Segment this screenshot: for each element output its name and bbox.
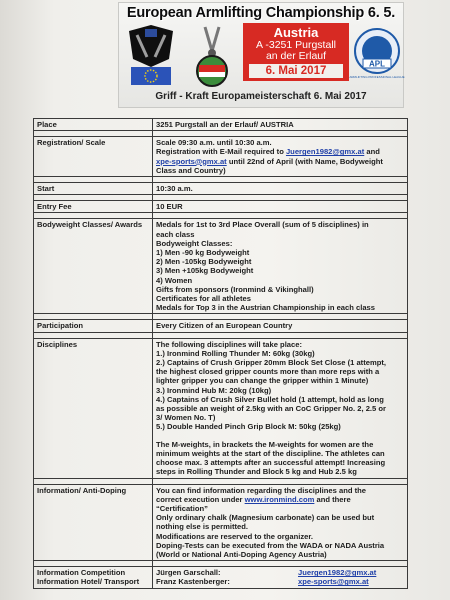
- row-contacts: [34, 567, 408, 588]
- ironmind-link[interactable]: www.ironmind.com: [244, 494, 315, 504]
- registration-line-2: [156, 147, 404, 156]
- info-line: [156, 495, 404, 504]
- row-disciplines: [34, 338, 408, 478]
- gripper-emblem-icon: [185, 23, 239, 89]
- bodyweight-line: 4) Women: [156, 275, 193, 285]
- apl-ring-text: ARMLIFTING PROFESSIONAL LEAGUE: [349, 75, 405, 79]
- scale-time: Scale 09:30 a.m. until 10:30 a.m.: [156, 138, 272, 148]
- bodyweight-value: [153, 219, 408, 314]
- contact-juergen: [156, 568, 404, 577]
- info-competition-label: Information Competition: [37, 568, 126, 578]
- registration-line-3: [156, 157, 404, 166]
- information-label: Information/ Anti-Doping: [34, 484, 153, 561]
- place-value: 3251 Purgstall an der Erlauf/ AUSTRIA: [153, 119, 408, 131]
- venue-box: [243, 23, 349, 81]
- info-line: Only ordinary chalk (Magnesium carbonate) can be used but: [156, 513, 375, 523]
- bodyweight-line: 3) Men +105kg Bodyweight: [156, 266, 254, 276]
- info-table-wrapper: [33, 118, 408, 589]
- registration-value: [153, 137, 408, 177]
- contacts-value: [153, 567, 408, 588]
- row-place: [34, 119, 408, 131]
- email-link-xpe[interactable]: xpe-sports@gmx.at: [156, 156, 227, 166]
- discipline-line: 4.) Captains of Crush Silver Bullet hold (1 attempt, hold as long: [156, 394, 384, 404]
- contact-franz: [156, 577, 404, 586]
- bodyweight-line: Medals for 1st to 3rd Place Overall (sum of 5 disciplines) in: [156, 220, 369, 230]
- contact-name: Franz Kastenberger:: [156, 577, 230, 587]
- participation-label: Participation: [34, 320, 153, 332]
- event-date: 6. Mai 2017: [249, 64, 343, 78]
- address-line-2: an der Erlauf: [265, 50, 327, 62]
- discipline-line: 5.) Double Handed Pinch Grip Block M: 50kg (25kg): [156, 422, 341, 432]
- contact-email-juergen[interactable]: Juergen1982@gmx.at: [298, 568, 377, 578]
- discipline-line: the highest closed gripper counts more than more reps with a: [156, 367, 380, 377]
- row-information: [34, 484, 408, 561]
- banner-subtitle: Griff - Kraft Europameisterschaft 6. Mai 2017: [155, 91, 367, 102]
- start-value: 10:30 a.m.: [153, 183, 408, 195]
- info-line: nothing else is permitted.: [156, 522, 248, 532]
- apl-badge-text: APL: [369, 59, 385, 69]
- bodyweight-line: Bodyweight Classes:: [156, 238, 233, 248]
- start-label: Start: [34, 183, 153, 195]
- discipline-note-line: minimum weights at the start of the discipline. The athletes can: [156, 448, 385, 458]
- discipline-line: 3.) Ironmind Hub M: 20kg (10kg): [156, 385, 272, 395]
- info-text: and there: [314, 494, 351, 504]
- bodyweight-line: Medals for Top 3 in the Austrian Championship in each class: [156, 303, 375, 313]
- discipline-note-line: The M-weights, in brackets the M-weights for women are the: [156, 439, 374, 449]
- participation-value: Every Citizen of an European Country: [153, 320, 408, 332]
- registration-line-4: Class and Country): [156, 165, 226, 175]
- place-label: Place: [34, 119, 153, 131]
- row-registration: [34, 137, 408, 177]
- country-label: Austria: [273, 25, 319, 40]
- discipline-note-line: choose max. 3 attempts after an successful attempt! Increasing: [156, 458, 386, 468]
- contact-email-franz[interactable]: xpe-sports@gmx.at: [298, 577, 369, 587]
- registration-label: Registration/ Scale: [34, 137, 153, 177]
- disciplines-value: [153, 338, 408, 478]
- entry-fee-label: Entry Fee: [34, 201, 153, 213]
- discipline-line: lighter gripper you can change the gripper within 1 Minute): [156, 376, 369, 386]
- entry-fee-value: 10 EUR: [153, 201, 408, 213]
- info-line: “Certification”: [156, 503, 208, 513]
- info-table: [33, 118, 408, 589]
- discipline-line: 3/ Women No. T): [156, 413, 216, 423]
- bodyweight-line: Gifts from sponsors (Ironmind & Vikinghall): [156, 284, 314, 294]
- bodyweight-line: 1) Men -90 kg Bodyweight: [156, 248, 250, 258]
- apl-logo-icon: [349, 23, 405, 83]
- info-line: Modifications are reserved to the organizer.: [156, 531, 313, 541]
- bodyweight-label: Bodyweight Classes/ Awards: [34, 219, 153, 314]
- info-text: correct execution under: [156, 494, 245, 504]
- registration-text: Registration with E-Mail required to: [156, 147, 286, 157]
- email-link-juergen[interactable]: Juergen1982@gmx.at: [285, 147, 365, 157]
- discipline-note-line: steps in Rolling Thunder and Block 5 kg and Hub 2.5 kg: [156, 467, 357, 477]
- row-participation: [34, 320, 408, 332]
- discipline-line: 1.) Ironmind Rolling Thunder M: 60kg (30kg): [156, 348, 315, 358]
- information-value: [153, 484, 408, 561]
- discipline-line: The following disciplines will take place:: [156, 339, 302, 349]
- info-hotel-label: Information Hotel/ Transport: [37, 577, 140, 587]
- info-line: (World or National Anti-Doping Agency Austria): [156, 549, 327, 559]
- contacts-label: [34, 567, 153, 588]
- info-line: Doping-Tests can be executed from the WADA or NADA Austria: [156, 540, 385, 550]
- row-bodyweight: [34, 219, 408, 314]
- address-line-1: A -3251 Purgstall: [256, 39, 336, 51]
- banner-title: European Armlifting Championship 6. 5.: [126, 5, 396, 21]
- header-banner: [118, 2, 404, 108]
- spacer: [156, 432, 404, 440]
- bodyweight-line: each class: [156, 229, 195, 239]
- contact-name: Jürgen Garschall:: [156, 568, 221, 578]
- registration-text: until 22nd of April (with Name, Bodyweight: [226, 156, 383, 166]
- discipline-line: 2.) Captains of Crush Gripper 20mm Block Set Close (1 attempt,: [156, 358, 386, 368]
- discipline-line: as possible an weight of 2.5kg with an CoC Gripper No. 2, 2.5 or: [156, 404, 386, 414]
- row-entry-fee: [34, 201, 408, 213]
- armlifting-logo-icon: [121, 23, 181, 89]
- registration-text: and: [364, 147, 380, 157]
- disciplines-label: Disciplines: [34, 338, 153, 478]
- row-start: [34, 183, 408, 195]
- bodyweight-line: Certificates for all athletes: [156, 294, 251, 304]
- info-line: You can find information regarding the disciplines and the: [156, 485, 366, 495]
- bodyweight-line: 2) Men -105kg Bodyweight: [156, 257, 252, 267]
